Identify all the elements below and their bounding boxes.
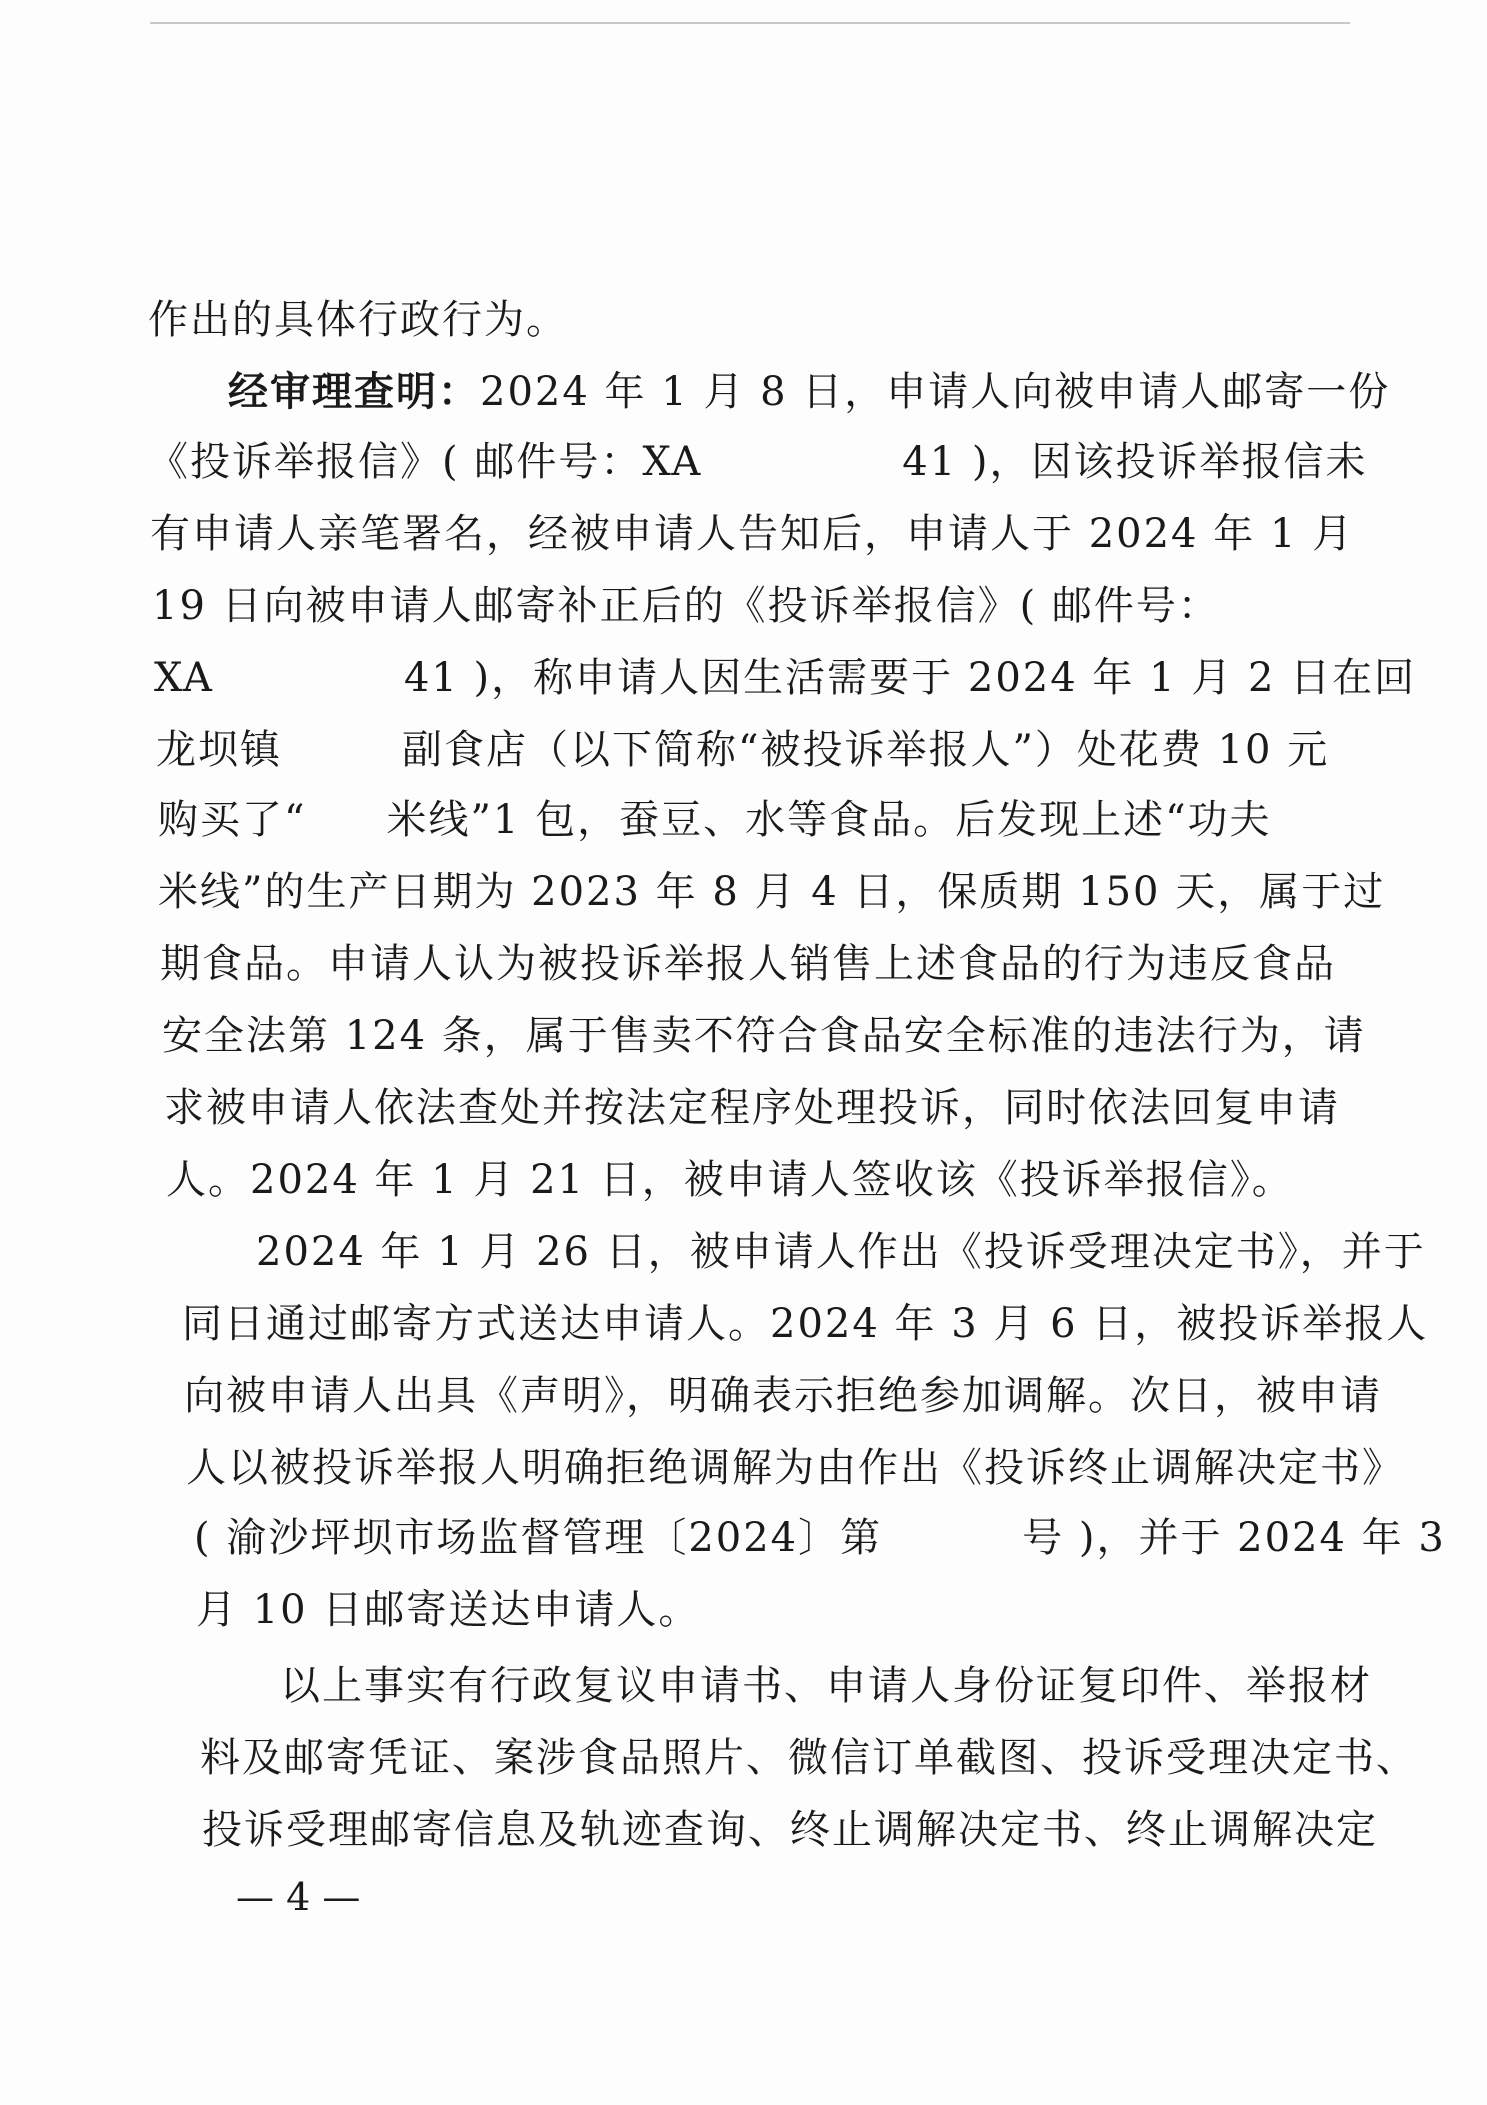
line-text: 2024 年 1 月 8 日，申请人向被申请人邮寄一份: [480, 369, 1391, 415]
text-line-2: [228, 362, 1390, 422]
line-text-part-a: ( 渝沙坪坝市场监督管理〔2024〕第: [194, 1515, 883, 1561]
line-text-part-b: 41 )，因该投诉举报信未: [902, 439, 1368, 485]
text-line-12: [164, 1078, 1340, 1138]
line-text: 人以被投诉举报人明确拒绝调解为由作出《投诉终止调解决定书》: [186, 1445, 1404, 1491]
text-line-4: [150, 504, 1354, 564]
line-text: 米线”的生产日期为 2023 年 8 月 4 日，保质期 150 天，属于过: [158, 869, 1386, 915]
line-text-part-b: 米线”1 包，蚕豆、水等食品。后发现上述“功夫: [386, 797, 1272, 843]
line-text: 向被申请人出具《声明》，明确表示拒绝参加调解。次日，被申请: [184, 1373, 1382, 1419]
text-line-15: [182, 1294, 1428, 1354]
text-line-1: [148, 290, 568, 350]
line-text: 19 日向被申请人邮寄补正后的《投诉举报信》( 邮件号：: [152, 583, 1220, 629]
line-text: 同日通过邮寄方式送达申请人。2024 年 3 月 6 日，被投诉举报人: [182, 1301, 1429, 1347]
text-line-19: [196, 1580, 700, 1640]
text-line-18: [194, 1508, 1446, 1568]
text-line-10: [160, 934, 1336, 994]
line-text-part-a: XA: [154, 655, 214, 701]
line-text: 人。2024 年 1 月 21 日，被申请人签收该《投诉举报信》。: [166, 1157, 1294, 1203]
line-text: 安全法第 124 条，属于售卖不符合食品安全标准的违法行为，请: [162, 1013, 1366, 1059]
section-heading: 经审理查明：: [228, 368, 480, 415]
text-line-7: [156, 720, 1329, 780]
text-line-21: [200, 1728, 1418, 1788]
text-line-6: [154, 648, 1416, 708]
text-line-8: [158, 790, 1272, 850]
line-text: 2024 年 1 月 26 日，被申请人作出《投诉受理决定书》，并于: [256, 1229, 1426, 1275]
page-number: — 4 —: [236, 1875, 361, 1919]
line-text: 以上事实有行政复议申请书、申请人身份证复印件、举报材: [280, 1663, 1372, 1709]
line-text: 投诉受理邮寄信息及轨迹查询、终止调解决定书、终止调解决定: [202, 1807, 1378, 1853]
line-text: 料及邮寄凭证、案涉食品照片、微信订单截图、投诉受理决定书、: [200, 1735, 1418, 1781]
line-text-part-a: 《投诉举报信》( 邮件号：XA: [148, 439, 703, 485]
text-line-13: [166, 1150, 1294, 1210]
text-line-16: [184, 1366, 1382, 1426]
line-text: 期食品。申请人认为被投诉举报人销售上述食品的行为违反食品: [160, 941, 1336, 987]
line-text: 作出的具体行政行为。: [148, 297, 568, 343]
text-line-3: [148, 432, 1367, 492]
text-line-20: [280, 1656, 1372, 1716]
text-line-22: [202, 1800, 1378, 1860]
text-line-17: [186, 1438, 1404, 1498]
scan-edge-line: [150, 22, 1350, 24]
line-text-part-b: 41 )，称申请人因生活需要于 2024 年 1 月 2 日在回: [403, 655, 1417, 701]
line-text-part-b: 号 )，并于 2024 年 3: [1022, 1515, 1446, 1561]
line-text: 有申请人亲笔署名，经被申请人告知后，申请人于 2024 年 1 月: [150, 511, 1355, 557]
line-text-part-a: 龙坝镇: [156, 727, 282, 773]
text-line-5: [152, 576, 1220, 636]
text-line-14: [256, 1222, 1426, 1282]
line-text-part-b: 副食店（以下简称“被投诉举报人”）处花费 10 元: [402, 727, 1330, 773]
text-line-11: [162, 1006, 1366, 1066]
line-text-part-a: 购买了“: [158, 797, 307, 843]
line-text: 求被申请人依法查处并按法定程序处理投诉，同时依法回复申请: [164, 1085, 1340, 1131]
text-line-9: [158, 862, 1385, 922]
line-text: 月 10 日邮寄送达申请人。: [196, 1587, 701, 1633]
